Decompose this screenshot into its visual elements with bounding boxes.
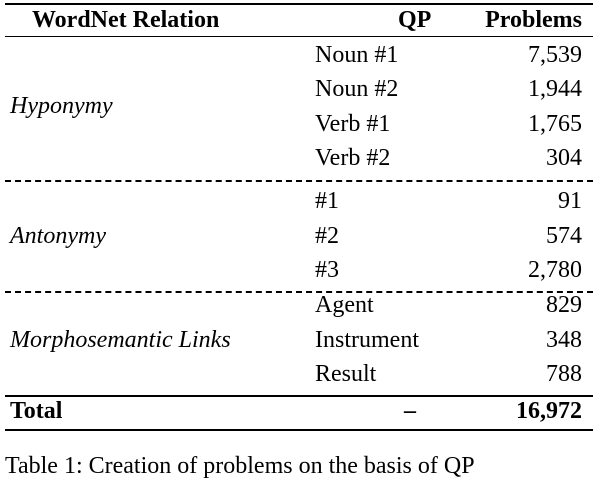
qp-cell: Verb #1	[315, 111, 391, 137]
qp-cell: Result	[315, 361, 377, 387]
table-caption: Table 1: Creation of problems on the basis of QP	[5, 453, 475, 479]
problems-cell: 829	[546, 292, 582, 318]
problems-cell: 304	[546, 145, 582, 171]
qp-cell: #2	[315, 223, 339, 249]
problems-cell: 788	[546, 361, 582, 387]
problems-cell: 7,539	[528, 42, 582, 68]
header-qp: QP	[398, 7, 432, 33]
qp-cell: Noun #1	[315, 42, 399, 68]
total-problems: 16,972	[516, 398, 582, 424]
problems-cell: 2,780	[528, 257, 582, 283]
group-relation: Morphosemantic Links	[10, 327, 231, 353]
problems-cell: 91	[558, 188, 582, 214]
qp-cell: Noun #2	[315, 76, 399, 102]
problems-cell: 574	[546, 223, 582, 249]
bottom-rule	[5, 429, 593, 431]
top-rule	[5, 3, 593, 5]
header-problems: Problems	[485, 7, 582, 33]
qp-cell: Instrument	[315, 327, 419, 353]
group-relation: Antonymy	[10, 223, 106, 249]
total-label: Total	[10, 398, 63, 424]
problems-cell: 1,944	[528, 76, 582, 102]
group-divider	[5, 291, 593, 293]
problems-cell: 1,765	[528, 111, 582, 137]
qp-cell: Agent	[315, 292, 374, 318]
problems-cell: 348	[546, 327, 582, 353]
group-divider	[5, 180, 593, 182]
header-relation: WordNet Relation	[32, 7, 220, 33]
total-qp: –	[404, 398, 416, 424]
qp-cell: Verb #2	[315, 145, 391, 171]
total-rule	[5, 395, 593, 397]
header-rule	[5, 36, 593, 37]
qp-cell: #1	[315, 188, 339, 214]
group-relation: Hyponymy	[10, 93, 113, 119]
qp-cell: #3	[315, 257, 339, 283]
